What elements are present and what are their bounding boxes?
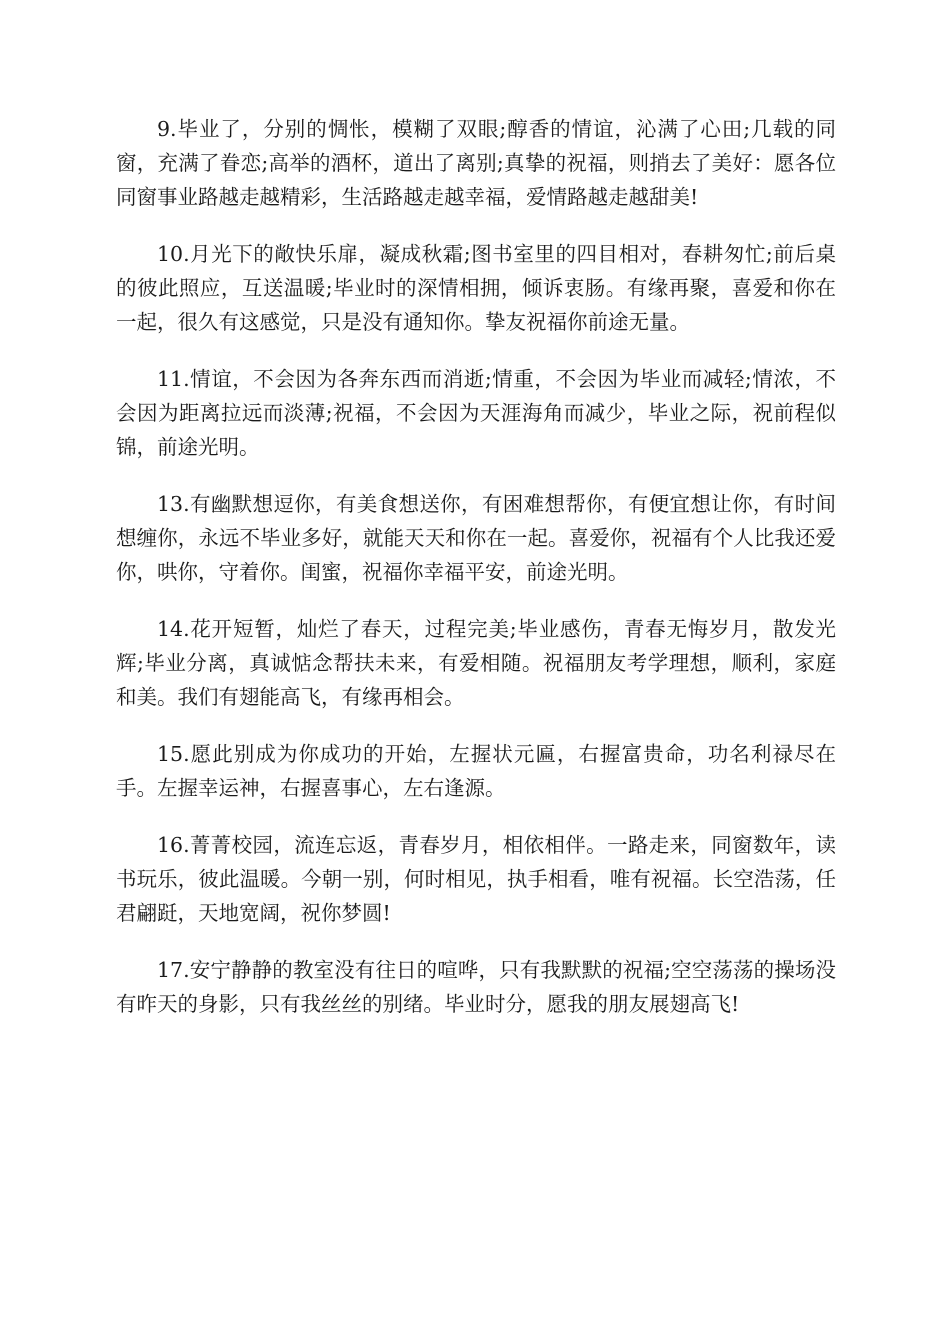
paragraph-15: 15.愿此别成为你成功的开始，左握状元匾，右握富贵命，功名利禄尽在手。左握幸运神，右握喜事心，左右逢源。	[116, 742, 836, 800]
paragraph-17: 17.安宁静静的教室没有往日的喧哗，只有我默默的祝福;空空荡荡的操场没有昨天的身影，只有我丝丝的别绪。毕业时分，愿我的朋友展翅高飞!	[116, 958, 836, 1016]
paragraph-13: 13.有幽默想逗你，有美食想送你，有困难想帮你，有便宜想让你，有时间想缠你，永远不毕业多好，就能天天和你在一起。喜爱你，祝福有个人比我还爱你，哄你，守着你。闺蜜，祝福你幸福平安，前途光明。	[116, 492, 836, 584]
paragraph-9: 9.毕业了，分别的惆怅，模糊了双眼;醇香的情谊，沁满了心田;几载的同窗，充满了眷恋;高举的酒杯，道出了离别;真挚的祝福，则捎去了美好：愿各位同窗事业路越走越精彩，生活路越走越幸福，爱情路越走越甜美!	[116, 117, 836, 209]
paragraph-14: 14.花开短暂，灿烂了春天，过程完美;毕业感伤，青春无悔岁月，散发光辉;毕业分离，真诚惦念帮扶未来，有爱相随。祝福朋友考学理想，顺利，家庭和美。我们有翅能高飞，有缘再相会。	[116, 617, 836, 709]
paragraph-11: 11.情谊，不会因为各奔东西而消逝;情重，不会因为毕业而减轻;情浓，不会因为距离拉远而淡薄;祝福，不会因为天涯海角而减少，毕业之际，祝前程似锦，前途光明。	[116, 367, 836, 459]
document-page	[116, 112, 836, 1044]
paragraph-16: 16.菁菁校园，流连忘返，青春岁月，相依相伴。一路走来，同窗数年，读书玩乐，彼此温暖。今朝一别，何时相见，执手相看，唯有祝福。长空浩荡，任君翩跹，天地宽阔，祝你梦圆!	[116, 833, 836, 925]
paragraph-10: 10.月光下的敞快乐扉，凝成秋霜;图书室里的四目相对，春耕匆忙;前后桌的彼此照应，互送温暖;毕业时的深情相拥，倾诉衷肠。有缘再聚，喜爱和你在一起，很久有这感觉，只是没有通知你。挚友祝福你前途无量。	[116, 242, 836, 334]
